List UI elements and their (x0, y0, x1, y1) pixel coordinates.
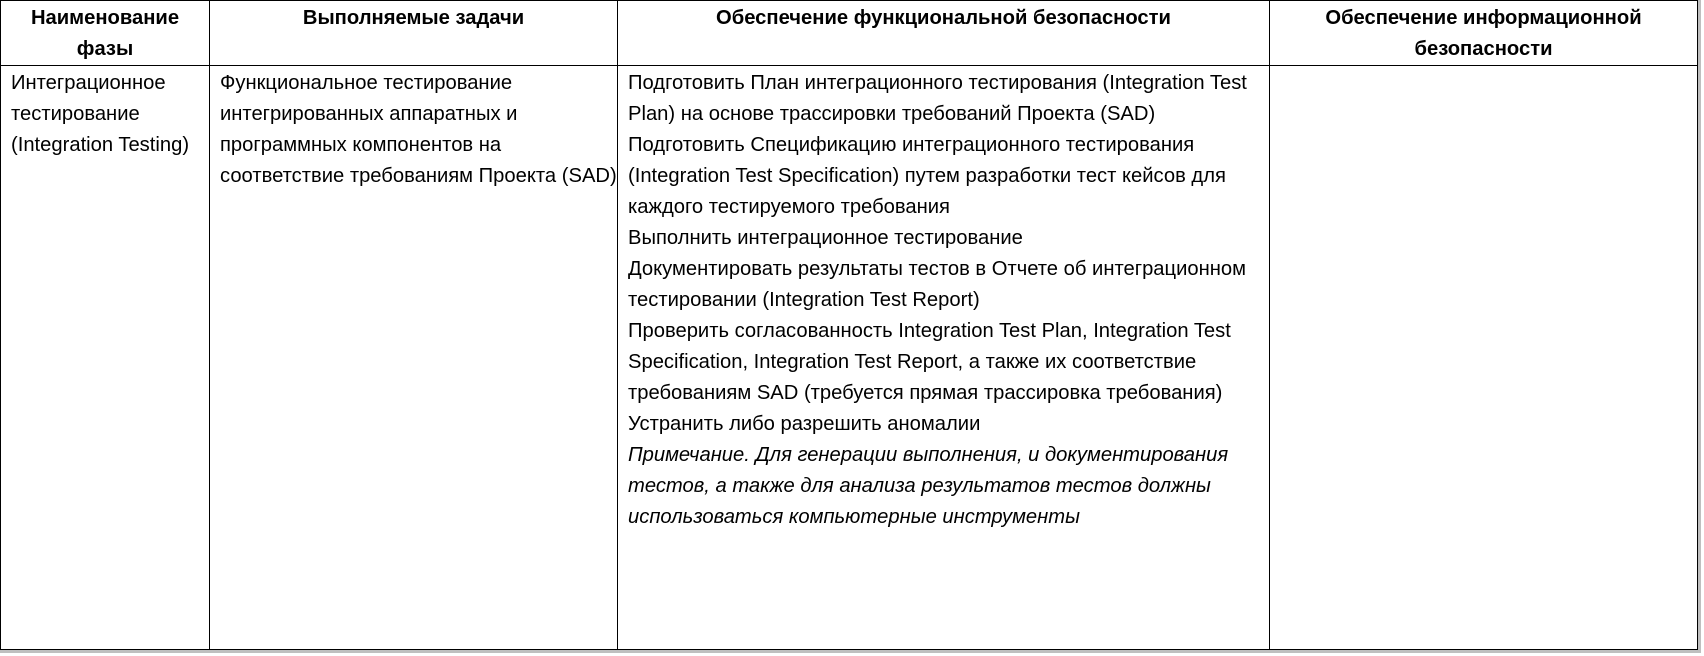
functional-safety-item-2: Подготовить Спецификацию интеграционного тестирования (Integration Test Specification) путем разработки тест кейсов для каждого тестируемого требования (628, 134, 1226, 218)
functional-safety-item-6: Устранить либо разрешить аномалии (628, 413, 981, 435)
functional-safety-item-4: Документировать результаты тестов в Отчете об интеграционном тестировании (Integration Test Report) (628, 258, 1247, 311)
header-information-security: Обеспечение информационной безопасности (1270, 1, 1698, 66)
table-row (1, 66, 1698, 650)
header-phase-name: Наименование фазы (1, 1, 210, 66)
cell-tasks: Функциональное тестирование интегрированных аппаратных и программных компонентов на соответствие требованиям Проекта (SAD) (210, 66, 618, 650)
cell-information-security (1270, 66, 1698, 650)
header-functional-safety: Обеспечение функциональной безопасности (618, 1, 1270, 66)
cell-phase-name: Интеграционное тестирование (Integration Testing) (1, 66, 210, 650)
table-header-row (1, 1, 1698, 66)
functional-safety-note: Примечание. Для генерации выполнения, и документирования тестов, а также для анализа результатов тестов должны использоваться компьютерные инструменты (628, 444, 1229, 528)
functional-safety-item-3: Выполнить интеграционное тестирование (628, 227, 1023, 249)
cell-functional-safety (618, 66, 1270, 650)
functional-safety-item-1: Подготовить План интеграционного тестирования (Integration Test Plan) на основе трассировки требований Проекта (SAD) (628, 72, 1247, 125)
functional-safety-item-5: Проверить согласованность Integration Test Plan, Integration Test Specification, Integration Test Report, а также их соответствие требованиям SAD (требуется прямая трассировка требования) (628, 320, 1231, 404)
header-tasks: Выполняемые задачи (210, 1, 618, 66)
